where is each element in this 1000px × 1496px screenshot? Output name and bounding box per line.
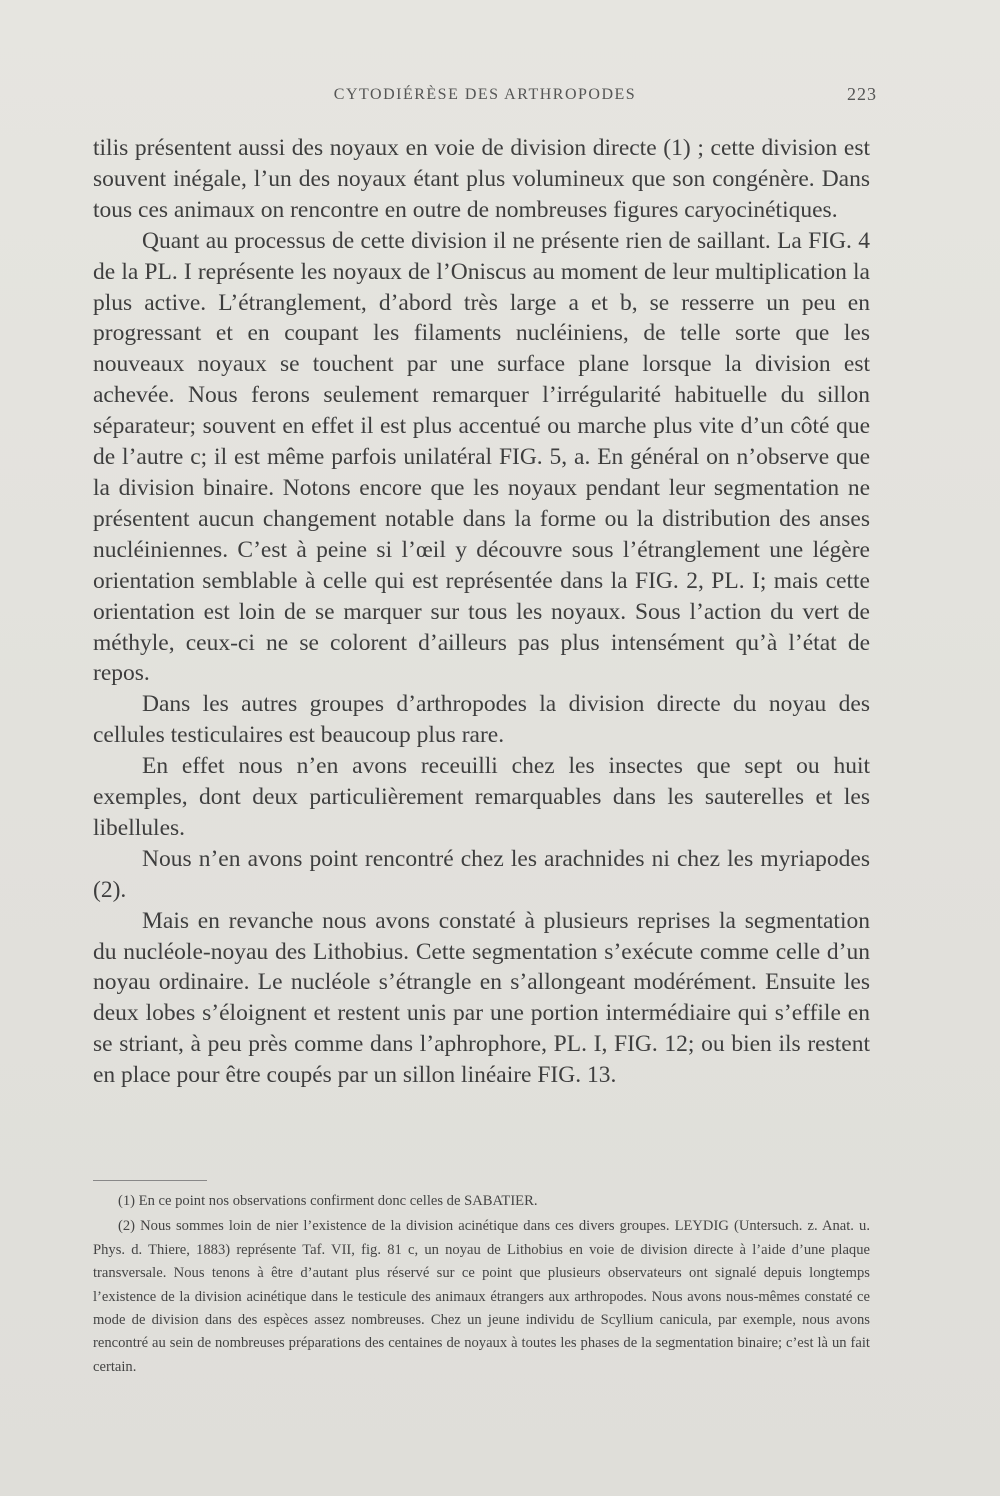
paragraph: tilis présentent aussi des noyaux en voie de division directe (1) ; cette division est souvent inégale, l’un des noyaux étant plus volumineux que son congénère. Dans tous ces animaux on rencontre en outre de nombreuses figures caryocinétiques.: [93, 135, 870, 223]
paragraph: En effet nous n’en avons receuilli chez les insectes que sept ou huit exemples, dont deux particulièrement remarquables dans les sauterelles et les libellules.: [93, 753, 870, 841]
running-title: CYTODIÉRÈSE DES ARTHROPODES: [333, 86, 637, 103]
footnote: (1) En ce point nos observations confirment donc celles de SABATIER.: [118, 1193, 538, 1209]
main-text: [93, 133, 870, 1091]
footnotes: [93, 1190, 870, 1379]
paragraph: Quant au processus de cette division il ne présente rien de saillant. La FIG. 4 de la PL. I représente les noyaux de l’Oniscus au moment de leur multiplication la plus active. L’étranglement, d’abord très large a et b, se resserre un peu en progressant et en coupant les filaments nucléiniens, de telle sorte que les nouveaux noyaux se touchent par une surface plane lorsque la division est achevée. Nous ferons seulement remarquer l’irrégularité habituelle du sillon séparateur; souvent en effet il est plus accentué ou marche plus vite d’un côté que de l’autre c; il est même parfois unilatéral FIG. 5, a. En général on n’observe que la division binaire. Notons encore que les noyaux pendant leur segmentation ne présentent aucun changement notable dans la forme ou la distribution des anses nucléiniennes. C’est à peine si l’œil y découvre sous l’étranglement une légère orientation semblable à celle qui est représentée dans la FIG. 2, PL. I; mais cette orientation est loin de se marquer sur tous les noyaux. Sous l’action du vert de méthyle, ceux-ci ne se colorent d’ailleurs pas plus intensément qu’à l’état de repos.: [93, 227, 870, 687]
page-number: 223: [847, 84, 877, 104]
page-header: [93, 86, 877, 110]
footnote-separator: [93, 1180, 207, 1181]
paragraph: Dans les autres groupes d’arthropodes la division directe du noyau des cellules testiculaires est beaucoup plus rare.: [93, 691, 870, 749]
footnote: (2) Nous sommes loin de nier l’existence de la division acinétique dans ces divers groupes. LEYDIG (Untersuch. z. Anat. u. Phys. d. Thiere, 1883) représente Taf. VII, fig. 81 c, un noyau de Lithobius en voie de division directe à l’aide d’une plaque transversale. Nous tenons à être d’autant plus réservé sur ce point que plusieurs observateurs ont signalé depuis longtemps l’existence de la division acinétique dans le testicule des animaux étrangers aux arthropodes. Nous avons nous-mêmes constaté ce mode de division dans des espèces assez nombreuses. Chez un jeune individu de Scyllium canicula, par exemple, nous avons rencontré au sein de nombreuses préparations des centaines de noyaux à toutes les phases de la segmentation binaire; c’est là un fait certain.: [93, 1218, 870, 1375]
paragraph: Mais en revanche nous avons constaté à plusieurs reprises la segmentation du nucléole-noyau des Lithobius. Cette segmentation s’exécute comme celle d’un noyau ordinaire. Le nucléole s’étrangle en s’allongeant modérément. Ensuite les deux lobes s’éloignent et restent unis par une portion intermédiaire qui s’effile en se striant, à peu près comme dans l’aphrophore, PL. I, FIG. 12; ou bien ils restent en place pour être coupés par un sillon linéaire FIG. 13.: [93, 907, 870, 1089]
paragraph: Nous n’en avons point rencontré chez les arachnides ni chez les myriapodes (2).: [93, 845, 870, 903]
